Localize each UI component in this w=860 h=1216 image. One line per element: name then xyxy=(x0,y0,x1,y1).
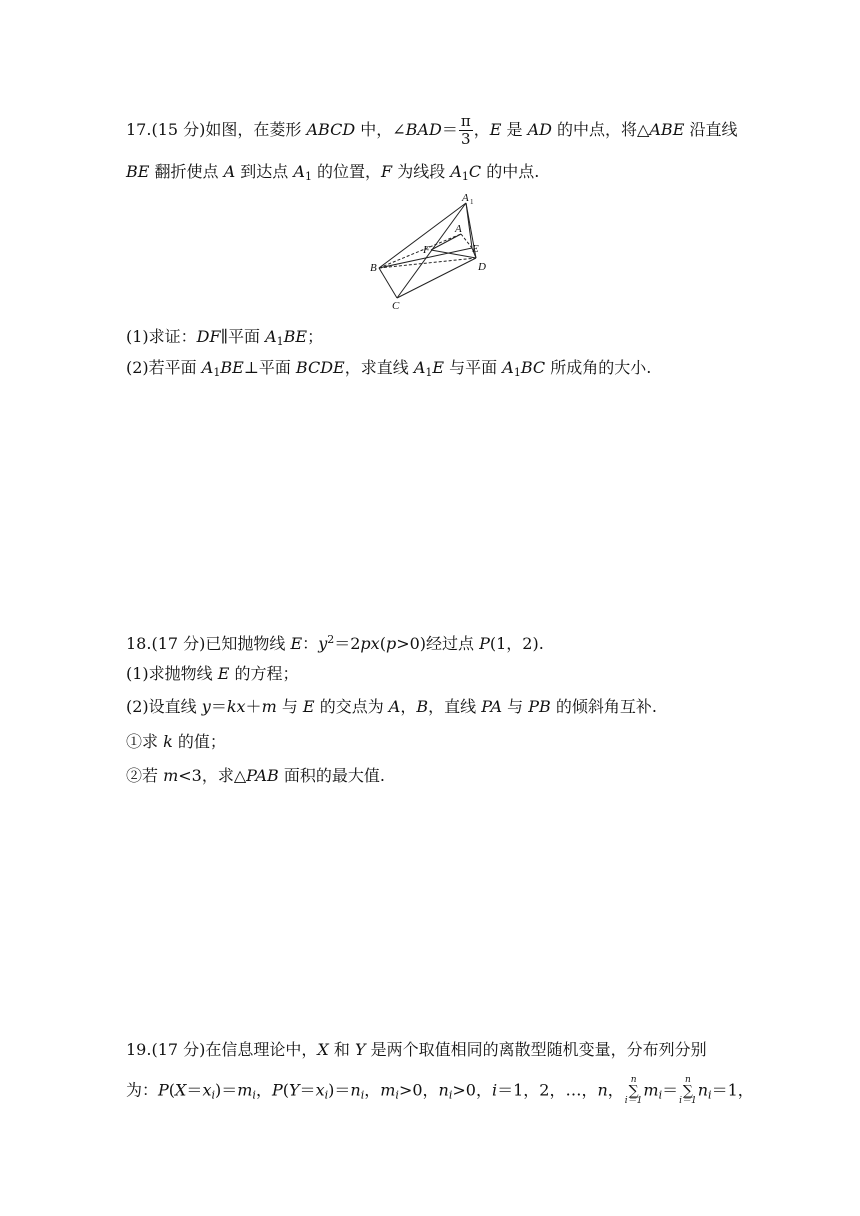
edge-a1-e xyxy=(466,203,472,248)
summation-upper: n xyxy=(685,1075,691,1085)
math-var: A xyxy=(413,358,426,377)
text: ， xyxy=(400,697,417,716)
problem-number: 18. xyxy=(126,634,152,653)
problem-number: 17. xyxy=(126,120,152,139)
text: 中，∠ xyxy=(355,120,406,139)
text: ， xyxy=(255,1080,272,1100)
math-var: n xyxy=(350,1080,361,1100)
text: ( xyxy=(168,1080,176,1100)
math-var: p xyxy=(385,634,397,653)
math-var: kx xyxy=(226,697,246,716)
text: ⊥平面 xyxy=(243,358,296,377)
text: 的方程； xyxy=(229,664,299,683)
problem-19-line-2 xyxy=(126,1075,754,1107)
math-var: k xyxy=(163,732,173,751)
text: 为： xyxy=(126,1080,159,1100)
text: 已知抛物线 xyxy=(205,634,291,653)
text: ＝ xyxy=(210,697,227,716)
problem-18-question-2 xyxy=(126,696,750,718)
text: 平面 xyxy=(228,327,266,346)
text: ①求 xyxy=(126,732,164,751)
math-var: PAB xyxy=(246,766,279,785)
label-b: B xyxy=(370,262,377,274)
text: 如图，在菱形 xyxy=(205,120,307,139)
subscript: i xyxy=(360,1088,365,1102)
text: 的倾斜角互补. xyxy=(550,697,657,716)
math-var: A xyxy=(201,358,214,377)
edge-b-d-dashed xyxy=(379,258,476,268)
text: 面积的最大值. xyxy=(278,766,385,785)
subscript: 1 xyxy=(513,366,521,379)
fraction-numerator: π xyxy=(460,112,471,130)
text: 为线段 xyxy=(392,162,451,181)
math-var: E xyxy=(302,697,315,716)
text: 翻折使点 xyxy=(149,162,224,181)
math-var: DF xyxy=(196,327,221,346)
text: 在信息理论中， xyxy=(205,1040,318,1059)
text: ＝1，2，…， xyxy=(497,1080,598,1100)
label-c: C xyxy=(392,300,400,312)
text: >0)经过点 xyxy=(396,634,480,653)
math-var: A xyxy=(293,162,305,181)
math-var: B xyxy=(416,697,429,716)
summation-2 xyxy=(679,1076,697,1106)
label-a: A xyxy=(455,223,462,235)
text: (2)设直线 xyxy=(126,697,202,716)
math-var: P xyxy=(158,1080,169,1100)
math-var: x xyxy=(315,1080,325,1100)
problem-17-line-2 xyxy=(126,161,750,188)
subscript: i xyxy=(324,1088,329,1102)
edge-b-c xyxy=(379,268,397,298)
math-var: A xyxy=(388,697,401,716)
math-var: A xyxy=(265,327,277,346)
label-a1-sub: 1 xyxy=(470,198,474,206)
math-var: AD xyxy=(527,120,552,139)
label-a1: A xyxy=(462,192,469,204)
label-f: F xyxy=(423,244,430,256)
problem-18-stem xyxy=(126,629,750,655)
text: ，求直线 xyxy=(344,358,414,377)
text: ， xyxy=(607,1080,624,1100)
math-var: ABE xyxy=(649,120,685,139)
problem-19-line-1 xyxy=(126,1039,750,1061)
summation-sigma: ∑ xyxy=(628,1083,639,1099)
math-var: ABCD xyxy=(306,120,356,139)
text: 与 xyxy=(276,697,303,716)
summation-1 xyxy=(625,1076,643,1106)
text: 的位置， xyxy=(311,162,382,181)
math-var: PB xyxy=(528,697,551,716)
text: ： xyxy=(302,634,319,653)
math-var: P xyxy=(271,1080,283,1100)
text: 与 xyxy=(502,697,529,716)
edge-f-d xyxy=(431,250,476,258)
math-var: X xyxy=(175,1080,187,1100)
math-var: BCDE xyxy=(295,358,345,377)
math-var: m xyxy=(163,766,179,785)
text: )＝ xyxy=(328,1080,351,1100)
math-var: px xyxy=(360,634,380,653)
edge-b-a-dashed xyxy=(379,234,461,268)
math-var: X xyxy=(317,1040,329,1059)
math-var: C xyxy=(468,162,482,181)
superscript: 2 xyxy=(327,633,335,646)
summation-lower: i＝1 xyxy=(679,1096,697,1106)
math-var: E xyxy=(217,664,230,683)
text: (2)若平面 xyxy=(126,358,202,377)
subscript: 1 xyxy=(213,366,221,379)
math-var: y xyxy=(318,634,328,653)
text: (1)求证： xyxy=(126,327,197,346)
subscript: i xyxy=(395,1088,399,1102)
summation-lower: i＝1 xyxy=(624,1096,643,1106)
math-var: F xyxy=(381,162,393,181)
problem-number: 19. xyxy=(126,1040,152,1059)
text: >0， xyxy=(452,1080,492,1100)
subscript: i xyxy=(448,1088,453,1102)
math-var: n xyxy=(597,1080,608,1100)
math-var: Y xyxy=(354,1040,366,1059)
fraction-denominator: 3 xyxy=(460,130,471,148)
text: ＝1， xyxy=(711,1080,754,1100)
math-var: i xyxy=(491,1080,498,1100)
math-var: y xyxy=(201,697,211,716)
text: >0， xyxy=(398,1080,439,1100)
math-var: A xyxy=(502,358,514,377)
text: 所成角的大小. xyxy=(545,358,652,377)
text: ( xyxy=(282,1080,289,1100)
text: ＝ xyxy=(662,1080,679,1100)
text: ②若 xyxy=(126,766,164,785)
text: (1，2). xyxy=(489,634,544,653)
text: 的交点为 xyxy=(314,697,389,716)
math-var: PA xyxy=(481,697,503,716)
text: 和 xyxy=(328,1040,355,1059)
subscript: 1 xyxy=(425,366,433,379)
math-var: BAD xyxy=(405,120,442,139)
text: 是两个取值相同的离散型随机变量，分布列分别 xyxy=(365,1040,707,1059)
text: ； xyxy=(307,327,324,346)
math-var: E xyxy=(290,634,303,653)
text: (1)求抛物线 xyxy=(126,664,218,683)
math-var: BE xyxy=(220,358,244,377)
problem-points: (15 分) xyxy=(151,120,206,139)
edge-f-a xyxy=(431,234,461,250)
math-var: m xyxy=(643,1080,659,1100)
problem-18-subquestion-1 xyxy=(126,731,750,753)
problem-18-subquestion-2 xyxy=(126,765,750,787)
geometry-figure xyxy=(366,190,496,314)
text: ，直线 xyxy=(428,697,482,716)
text: 的中点，将△ xyxy=(551,120,650,139)
subscript: 1 xyxy=(276,335,284,348)
math-var: BC xyxy=(520,358,546,377)
problem-17-question-1 xyxy=(126,326,750,353)
problem-points: (17 分) xyxy=(151,634,206,653)
math-var: n xyxy=(697,1080,709,1100)
summation-sigma: ∑ xyxy=(682,1083,693,1099)
label-e: E xyxy=(472,243,479,255)
fraction-pi-over-3 xyxy=(459,113,473,148)
math-var: E xyxy=(432,358,445,377)
text: 的值； xyxy=(172,732,226,751)
math-var: n xyxy=(438,1080,449,1100)
text: ＝ xyxy=(441,120,458,139)
label-d: D xyxy=(478,261,486,273)
math-var: E xyxy=(489,120,502,139)
problem-18-question-1 xyxy=(126,663,750,685)
text: <3，求△ xyxy=(178,766,247,785)
edge-c-d xyxy=(397,258,476,298)
problem-17-line-1 xyxy=(126,113,750,148)
subscript: 1 xyxy=(304,170,312,183)
subscript: i xyxy=(252,1088,256,1102)
text: 到达点 xyxy=(235,162,294,181)
math-var: A xyxy=(223,162,236,181)
subscript: i xyxy=(658,1088,663,1102)
text: ( xyxy=(379,634,386,653)
subscript: i xyxy=(211,1088,215,1102)
text: ， xyxy=(473,120,490,139)
text: 是 xyxy=(501,120,528,139)
math-var: A xyxy=(450,162,462,181)
math-var: x xyxy=(202,1080,212,1100)
math-var: Y xyxy=(288,1080,300,1100)
math-var: BE xyxy=(283,327,308,346)
text: ＋ xyxy=(245,697,262,716)
text: ， xyxy=(364,1080,381,1100)
subscript: i xyxy=(708,1088,712,1102)
text: 与平面 xyxy=(444,358,503,377)
text: 的中点. xyxy=(481,162,540,181)
text: )＝ xyxy=(215,1080,238,1100)
text: ＝ xyxy=(186,1080,203,1100)
problem-17-question-2 xyxy=(126,357,750,384)
subscript: 1 xyxy=(461,170,469,183)
math-var: m xyxy=(261,697,277,716)
summation-upper: n xyxy=(630,1075,637,1085)
text: ∥ xyxy=(220,327,228,346)
math-var: BE xyxy=(126,162,150,181)
math-var: P xyxy=(479,634,490,653)
text: ＝2 xyxy=(334,634,361,653)
text: ＝ xyxy=(299,1080,316,1100)
math-var: m xyxy=(380,1080,396,1100)
problem-points: (17 分) xyxy=(151,1040,206,1059)
text: 沿直线 xyxy=(684,120,738,139)
math-var: m xyxy=(237,1080,253,1100)
